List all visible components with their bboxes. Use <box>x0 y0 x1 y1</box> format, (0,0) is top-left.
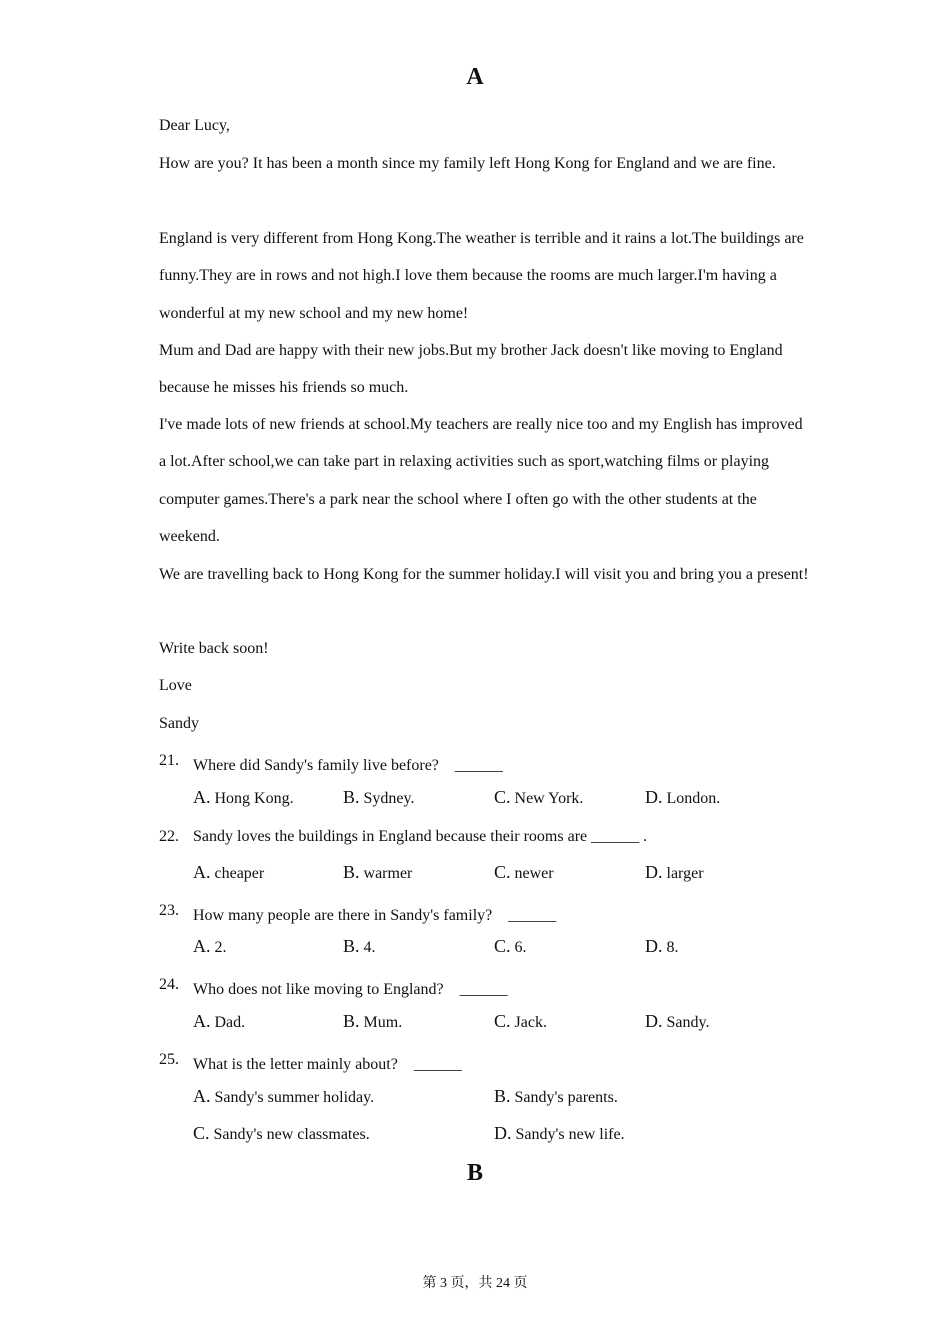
letter-paragraph: I've made lots of new friends at school.My teachers are really nice too and my English has improved a lot.After school,we can take part in relaxing activities such as sport,watching films or playing computer games.There's a park near the school where I often go with the other students at the weekend. <box>159 416 803 546</box>
option-c[interactable]: C. Sandy's new classmates. <box>193 1123 370 1143</box>
question-number: 24. <box>159 976 179 993</box>
option-a[interactable]: A. cheaper <box>193 862 265 882</box>
option-c[interactable]: C. Jack. <box>494 1011 547 1031</box>
letter-sign-off: Love <box>159 677 192 694</box>
letter-greeting: Dear Lucy, <box>159 117 230 134</box>
option-d[interactable]: D. larger <box>645 862 704 882</box>
letter-signature: Sandy <box>159 715 199 732</box>
page-footer: 第 3 页，共 24 页 <box>422 1276 528 1291</box>
option-d[interactable]: D. Sandy's new life. <box>494 1123 625 1143</box>
option-b[interactable]: B. Mum. <box>343 1011 403 1031</box>
question-text: Sandy loves the buildings in England because their rooms are ______ . <box>193 828 648 845</box>
question-number: 25. <box>159 1051 179 1068</box>
option-d[interactable]: D. Sandy. <box>645 1011 710 1031</box>
option-a[interactable]: A. 2. <box>193 936 227 956</box>
section-b-title: B <box>466 1160 483 1186</box>
option-d[interactable]: D. 8. <box>645 936 679 956</box>
letter-paragraph: How are you? It has been a month since my family left Hong Kong for England and we are fine. <box>159 155 776 172</box>
option-a[interactable]: A. Hong Kong. <box>193 787 294 807</box>
section-a-title: A <box>466 64 484 90</box>
letter-paragraph: Mum and Dad are happy with their new jobs.But my brother Jack doesn't like moving to England because he misses his friends so much. <box>159 342 783 397</box>
option-c[interactable]: C. 6. <box>494 936 527 956</box>
option-c[interactable]: C. newer <box>494 862 554 882</box>
question-text: How many people are there in Sandy's family? ______ <box>193 907 557 924</box>
question-text: Who does not like moving to England? ______ <box>193 981 508 998</box>
option-b[interactable]: B. Sydney. <box>343 787 415 807</box>
option-b[interactable]: B. warmer <box>343 862 413 882</box>
option-d[interactable]: D. London. <box>645 787 721 807</box>
question-number: 21. <box>159 752 179 769</box>
question-text: What is the letter mainly about? ______ <box>193 1056 462 1073</box>
option-a[interactable]: A. Sandy's summer holiday. <box>193 1086 375 1106</box>
option-c[interactable]: C. New York. <box>494 787 584 807</box>
question-text: Where did Sandy's family live before? ______ <box>193 757 503 774</box>
question-number: 22. <box>159 828 179 845</box>
letter-closing: Write back soon! <box>159 640 269 657</box>
letter-paragraph: England is very different from Hong Kong.The weather is terrible and it rains a lot.The buildings are funny.They are in rows and not high.I love them because the rooms are much larger.I'm having a wonderful at my new school and my new home! <box>159 230 804 322</box>
option-b[interactable]: B. 4. <box>343 936 376 956</box>
letter-paragraph: We are travelling back to Hong Kong for the summer holiday.I will visit you and bring you a present! <box>159 566 809 583</box>
option-a[interactable]: A. Dad. <box>193 1011 246 1031</box>
option-b[interactable]: B. Sandy's parents. <box>494 1086 618 1106</box>
question-number: 23. <box>159 902 179 919</box>
